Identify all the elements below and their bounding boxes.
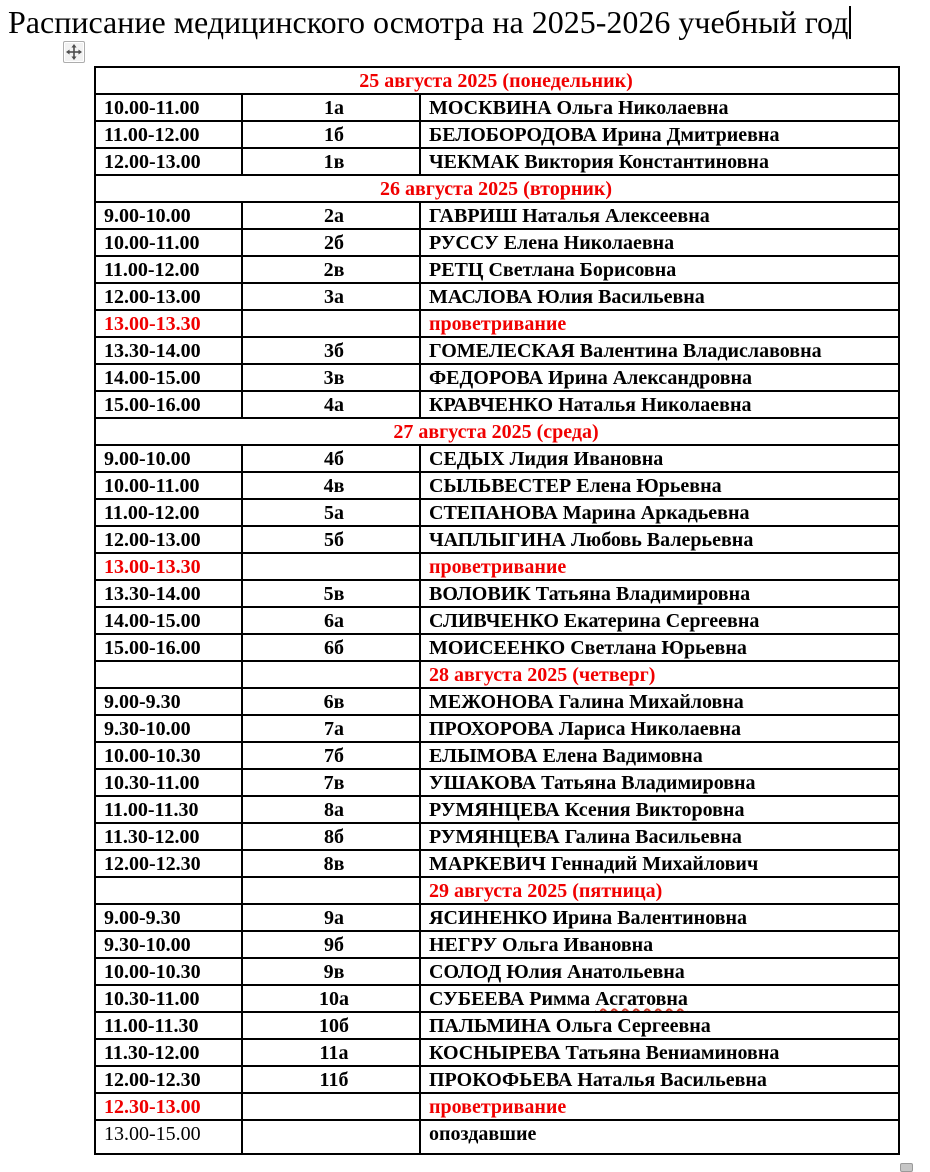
time-cell[interactable]: 10.00-10.30 (95, 742, 242, 769)
group-cell[interactable]: 11б (242, 1066, 420, 1093)
time-cell[interactable]: 11.00-12.00 (95, 256, 242, 283)
schedule-row (95, 985, 899, 1012)
teacher-name-cell[interactable]: РУССУ Елена Николаевна (420, 229, 899, 256)
time-cell[interactable]: 13.30-14.00 (95, 580, 242, 607)
group-cell[interactable]: 9б (242, 931, 420, 958)
time-cell[interactable]: 12.00-12.30 (95, 1066, 242, 1093)
time-cell[interactable]: 15.00-16.00 (95, 391, 242, 418)
teacher-name-cell[interactable]: РУМЯНЦЕВА Ксения Викторовна (420, 796, 899, 823)
group-cell[interactable]: 8б (242, 823, 420, 850)
group-cell[interactable]: 2в (242, 256, 420, 283)
teacher-name-cell[interactable]: МАРКЕВИЧ Геннадий Михайлович (420, 850, 899, 877)
day-header-cell[interactable]: 25 августа 2025 (понедельник) (95, 67, 899, 94)
schedule-row (95, 769, 899, 796)
label-cell[interactable]: проветривание (420, 1093, 899, 1120)
schedule-row (95, 526, 899, 553)
group-cell[interactable] (242, 661, 420, 688)
schedule-row (95, 931, 899, 958)
time-cell[interactable]: 12.30-13.00 (95, 1093, 242, 1120)
teacher-name-cell[interactable]: ЧАПЛЫГИНА Любовь Валерьевна (420, 526, 899, 553)
group-cell[interactable]: 2б (242, 229, 420, 256)
time-cell[interactable]: 12.00-13.00 (95, 283, 242, 310)
teacher-name-cell[interactable]: МЕЖОНОВА Галина Михайловна (420, 688, 899, 715)
teacher-name-cell[interactable]: ПАЛЬМИНА Ольга Сергеевна (420, 1012, 899, 1039)
day-header-cell[interactable]: 27 августа 2025 (среда) (95, 418, 899, 445)
schedule-row (95, 499, 899, 526)
teacher-name-cell[interactable]: МАСЛОВА Юлия Васильевна (420, 283, 899, 310)
group-cell[interactable]: 3а (242, 283, 420, 310)
time-cell[interactable]: 9.00-10.00 (95, 202, 242, 229)
day-header-row (95, 67, 899, 94)
group-cell[interactable]: 1а (242, 94, 420, 121)
teacher-name-cell[interactable]: БЕЛОБОРОДОВА Ирина Дмитриевна (420, 121, 899, 148)
label-cell[interactable]: проветривание (420, 553, 899, 580)
teacher-name-cell[interactable]: МОИСЕЕНКО Светлана Юрьевна (420, 634, 899, 661)
group-cell[interactable]: 8а (242, 796, 420, 823)
group-cell[interactable]: 10а (242, 985, 420, 1012)
time-cell[interactable]: 11.30-12.00 (95, 823, 242, 850)
schedule-row (95, 1066, 899, 1093)
time-cell[interactable]: 9.30-10.00 (95, 931, 242, 958)
schedule-row (95, 904, 899, 931)
schedule-row (95, 688, 899, 715)
group-cell[interactable]: 4а (242, 391, 420, 418)
teacher-name-cell[interactable]: МОСКВИНА Ольга Николаевна (420, 94, 899, 121)
group-cell[interactable]: 2а (242, 202, 420, 229)
teacher-name-cell[interactable]: СТЕПАНОВА Марина Аркадьевна (420, 499, 899, 526)
schedule-row (95, 121, 899, 148)
group-cell[interactable]: 4б (242, 445, 420, 472)
time-cell[interactable]: 14.00-15.00 (95, 364, 242, 391)
time-cell[interactable]: 10.00-10.30 (95, 958, 242, 985)
time-cell[interactable] (95, 877, 242, 904)
four-way-arrow-icon (66, 44, 82, 60)
schedule-row (95, 337, 899, 364)
group-cell[interactable]: 7а (242, 715, 420, 742)
spellcheck-underlined-word: Асгатовна (595, 988, 688, 1010)
teacher-name-cell[interactable]: ЯСИНЕНКО Ирина Валентиновна (420, 904, 899, 931)
time-cell[interactable]: 13.00-13.30 (95, 553, 242, 580)
teacher-name-cell[interactable]: КРАВЧЕНКО Наталья Николаевна (420, 391, 899, 418)
time-cell[interactable]: 12.00-13.00 (95, 148, 242, 175)
schedule-table-body (95, 67, 899, 1154)
teacher-name-cell[interactable]: СУБЕЕВА Римма Асгатовна (420, 985, 899, 1012)
time-cell[interactable]: 13.00-15.00 (95, 1120, 242, 1154)
group-cell[interactable]: 11а (242, 1039, 420, 1066)
group-cell[interactable]: 5а (242, 499, 420, 526)
teacher-name-cell[interactable]: НЕГРУ Ольга Ивановна (420, 931, 899, 958)
schedule-row (95, 364, 899, 391)
time-cell[interactable]: 11.00-11.30 (95, 1012, 242, 1039)
ventilation-row (95, 310, 899, 337)
schedule-row (95, 742, 899, 769)
latecomers-row (95, 1120, 899, 1154)
schedule-row (95, 202, 899, 229)
teacher-name-cell[interactable]: ПРОКОФЬЕВА Наталья Васильевна (420, 1066, 899, 1093)
time-cell[interactable]: 11.00-12.00 (95, 499, 242, 526)
group-cell[interactable]: 3б (242, 337, 420, 364)
schedule-row (95, 634, 899, 661)
group-cell[interactable]: 6в (242, 688, 420, 715)
teacher-name-cell[interactable]: ВОЛОВИК Татьяна Владимировна (420, 580, 899, 607)
time-cell[interactable]: 10.00-11.00 (95, 94, 242, 121)
time-cell[interactable]: 11.00-11.30 (95, 796, 242, 823)
time-cell[interactable]: 15.00-16.00 (95, 634, 242, 661)
schedule-row (95, 445, 899, 472)
teacher-name-cell[interactable]: СЕДЫХ Лидия Ивановна (420, 445, 899, 472)
teacher-name-cell[interactable]: СЫЛЬВЕСТЕР Елена Юрьевна (420, 472, 899, 499)
day-header-cell[interactable]: 26 августа 2025 (вторник) (95, 175, 899, 202)
group-cell[interactable] (242, 877, 420, 904)
schedule-row (95, 472, 899, 499)
page-title[interactable] (8, 2, 924, 42)
schedule-row (95, 256, 899, 283)
day-header-row (95, 418, 899, 445)
schedule-row (95, 148, 899, 175)
schedule-row (95, 94, 899, 121)
text-cursor (849, 6, 851, 39)
group-cell[interactable] (242, 1093, 420, 1120)
schedule-row (95, 796, 899, 823)
schedule-row (95, 715, 899, 742)
day-header-row (95, 877, 899, 904)
group-cell[interactable]: 9а (242, 904, 420, 931)
schedule-table (94, 66, 900, 1155)
time-cell[interactable]: 12.00-12.30 (95, 850, 242, 877)
time-cell[interactable]: 9.00-10.00 (95, 445, 242, 472)
schedule-row (95, 1039, 899, 1066)
day-header-row (95, 661, 899, 688)
schedule-row (95, 607, 899, 634)
group-cell[interactable] (242, 553, 420, 580)
teacher-name-cell[interactable]: КОСНЫРЕВА Татьяна Вениаминовна (420, 1039, 899, 1066)
teacher-name-cell[interactable]: УШАКОВА Татьяна Владимировна (420, 769, 899, 796)
teacher-name-cell[interactable]: ЧЕКМАК Виктория Константиновна (420, 148, 899, 175)
day-header-cell[interactable]: 29 августа 2025 (пятница) (420, 877, 899, 904)
group-cell[interactable] (242, 310, 420, 337)
teacher-name-cell[interactable]: ГАВРИШ Наталья Алексеевна (420, 202, 899, 229)
teacher-name-cell[interactable]: ПРОХОРОВА Лариса Николаевна (420, 715, 899, 742)
time-cell[interactable]: 11.30-12.00 (95, 1039, 242, 1066)
table-move-handle[interactable] (63, 41, 85, 63)
schedule-row (95, 580, 899, 607)
table-resize-handle[interactable] (900, 1163, 913, 1172)
group-cell[interactable] (242, 1120, 420, 1154)
ventilation-row (95, 1093, 899, 1120)
teacher-name-cell[interactable]: СОЛОД Юлия Анатольевна (420, 958, 899, 985)
teacher-name-cell[interactable]: ГОМЕЛЕСКАЯ Валентина Владиславовна (420, 337, 899, 364)
time-cell[interactable]: 9.30-10.00 (95, 715, 242, 742)
group-cell[interactable]: 1в (242, 148, 420, 175)
schedule-row (95, 1012, 899, 1039)
group-cell[interactable]: 5в (242, 580, 420, 607)
group-cell[interactable]: 7в (242, 769, 420, 796)
group-cell[interactable]: 9в (242, 958, 420, 985)
time-cell[interactable]: 10.00-11.00 (95, 472, 242, 499)
group-cell[interactable]: 6б (242, 634, 420, 661)
group-cell[interactable]: 1б (242, 121, 420, 148)
label-cell[interactable]: опоздавшие (420, 1120, 899, 1154)
group-cell[interactable]: 6а (242, 607, 420, 634)
time-cell[interactable]: 11.00-12.00 (95, 121, 242, 148)
teacher-name-cell[interactable]: РЕТЦ Светлана Борисовна (420, 256, 899, 283)
time-cell[interactable]: 14.00-15.00 (95, 607, 242, 634)
time-cell[interactable]: 13.00-13.30 (95, 310, 242, 337)
group-cell[interactable]: 7б (242, 742, 420, 769)
page-title-text: Расписание медицинского осмотра на 2025-2026 учебный год (8, 4, 849, 40)
teacher-name-cell[interactable]: СЛИВЧЕНКО Екатерина Сергеевна (420, 607, 899, 634)
schedule-row (95, 283, 899, 310)
schedule-row (95, 823, 899, 850)
day-header-cell[interactable]: 28 августа 2025 (четверг) (420, 661, 899, 688)
schedule-row (95, 391, 899, 418)
day-header-row (95, 175, 899, 202)
time-cell[interactable]: 9.00-9.30 (95, 904, 242, 931)
time-cell[interactable]: 12.00-13.00 (95, 526, 242, 553)
time-cell[interactable] (95, 661, 242, 688)
label-cell[interactable]: проветривание (420, 310, 899, 337)
time-cell[interactable]: 10.00-11.00 (95, 229, 242, 256)
time-cell[interactable]: 13.30-14.00 (95, 337, 242, 364)
teacher-name-cell[interactable]: РУМЯНЦЕВА Галина Васильевна (420, 823, 899, 850)
schedule-row (95, 229, 899, 256)
group-cell[interactable]: 8в (242, 850, 420, 877)
time-cell[interactable]: 9.00-9.30 (95, 688, 242, 715)
teacher-name-cell[interactable]: ФЕДОРОВА Ирина Александровна (420, 364, 899, 391)
group-cell[interactable]: 10б (242, 1012, 420, 1039)
schedule-row (95, 958, 899, 985)
time-cell[interactable]: 10.30-11.00 (95, 985, 242, 1012)
time-cell[interactable]: 10.30-11.00 (95, 769, 242, 796)
group-cell[interactable]: 4в (242, 472, 420, 499)
group-cell[interactable]: 3в (242, 364, 420, 391)
teacher-name-cell[interactable]: ЕЛЫМОВА Елена Вадимовна (420, 742, 899, 769)
group-cell[interactable]: 5б (242, 526, 420, 553)
schedule-row (95, 850, 899, 877)
ventilation-row (95, 553, 899, 580)
